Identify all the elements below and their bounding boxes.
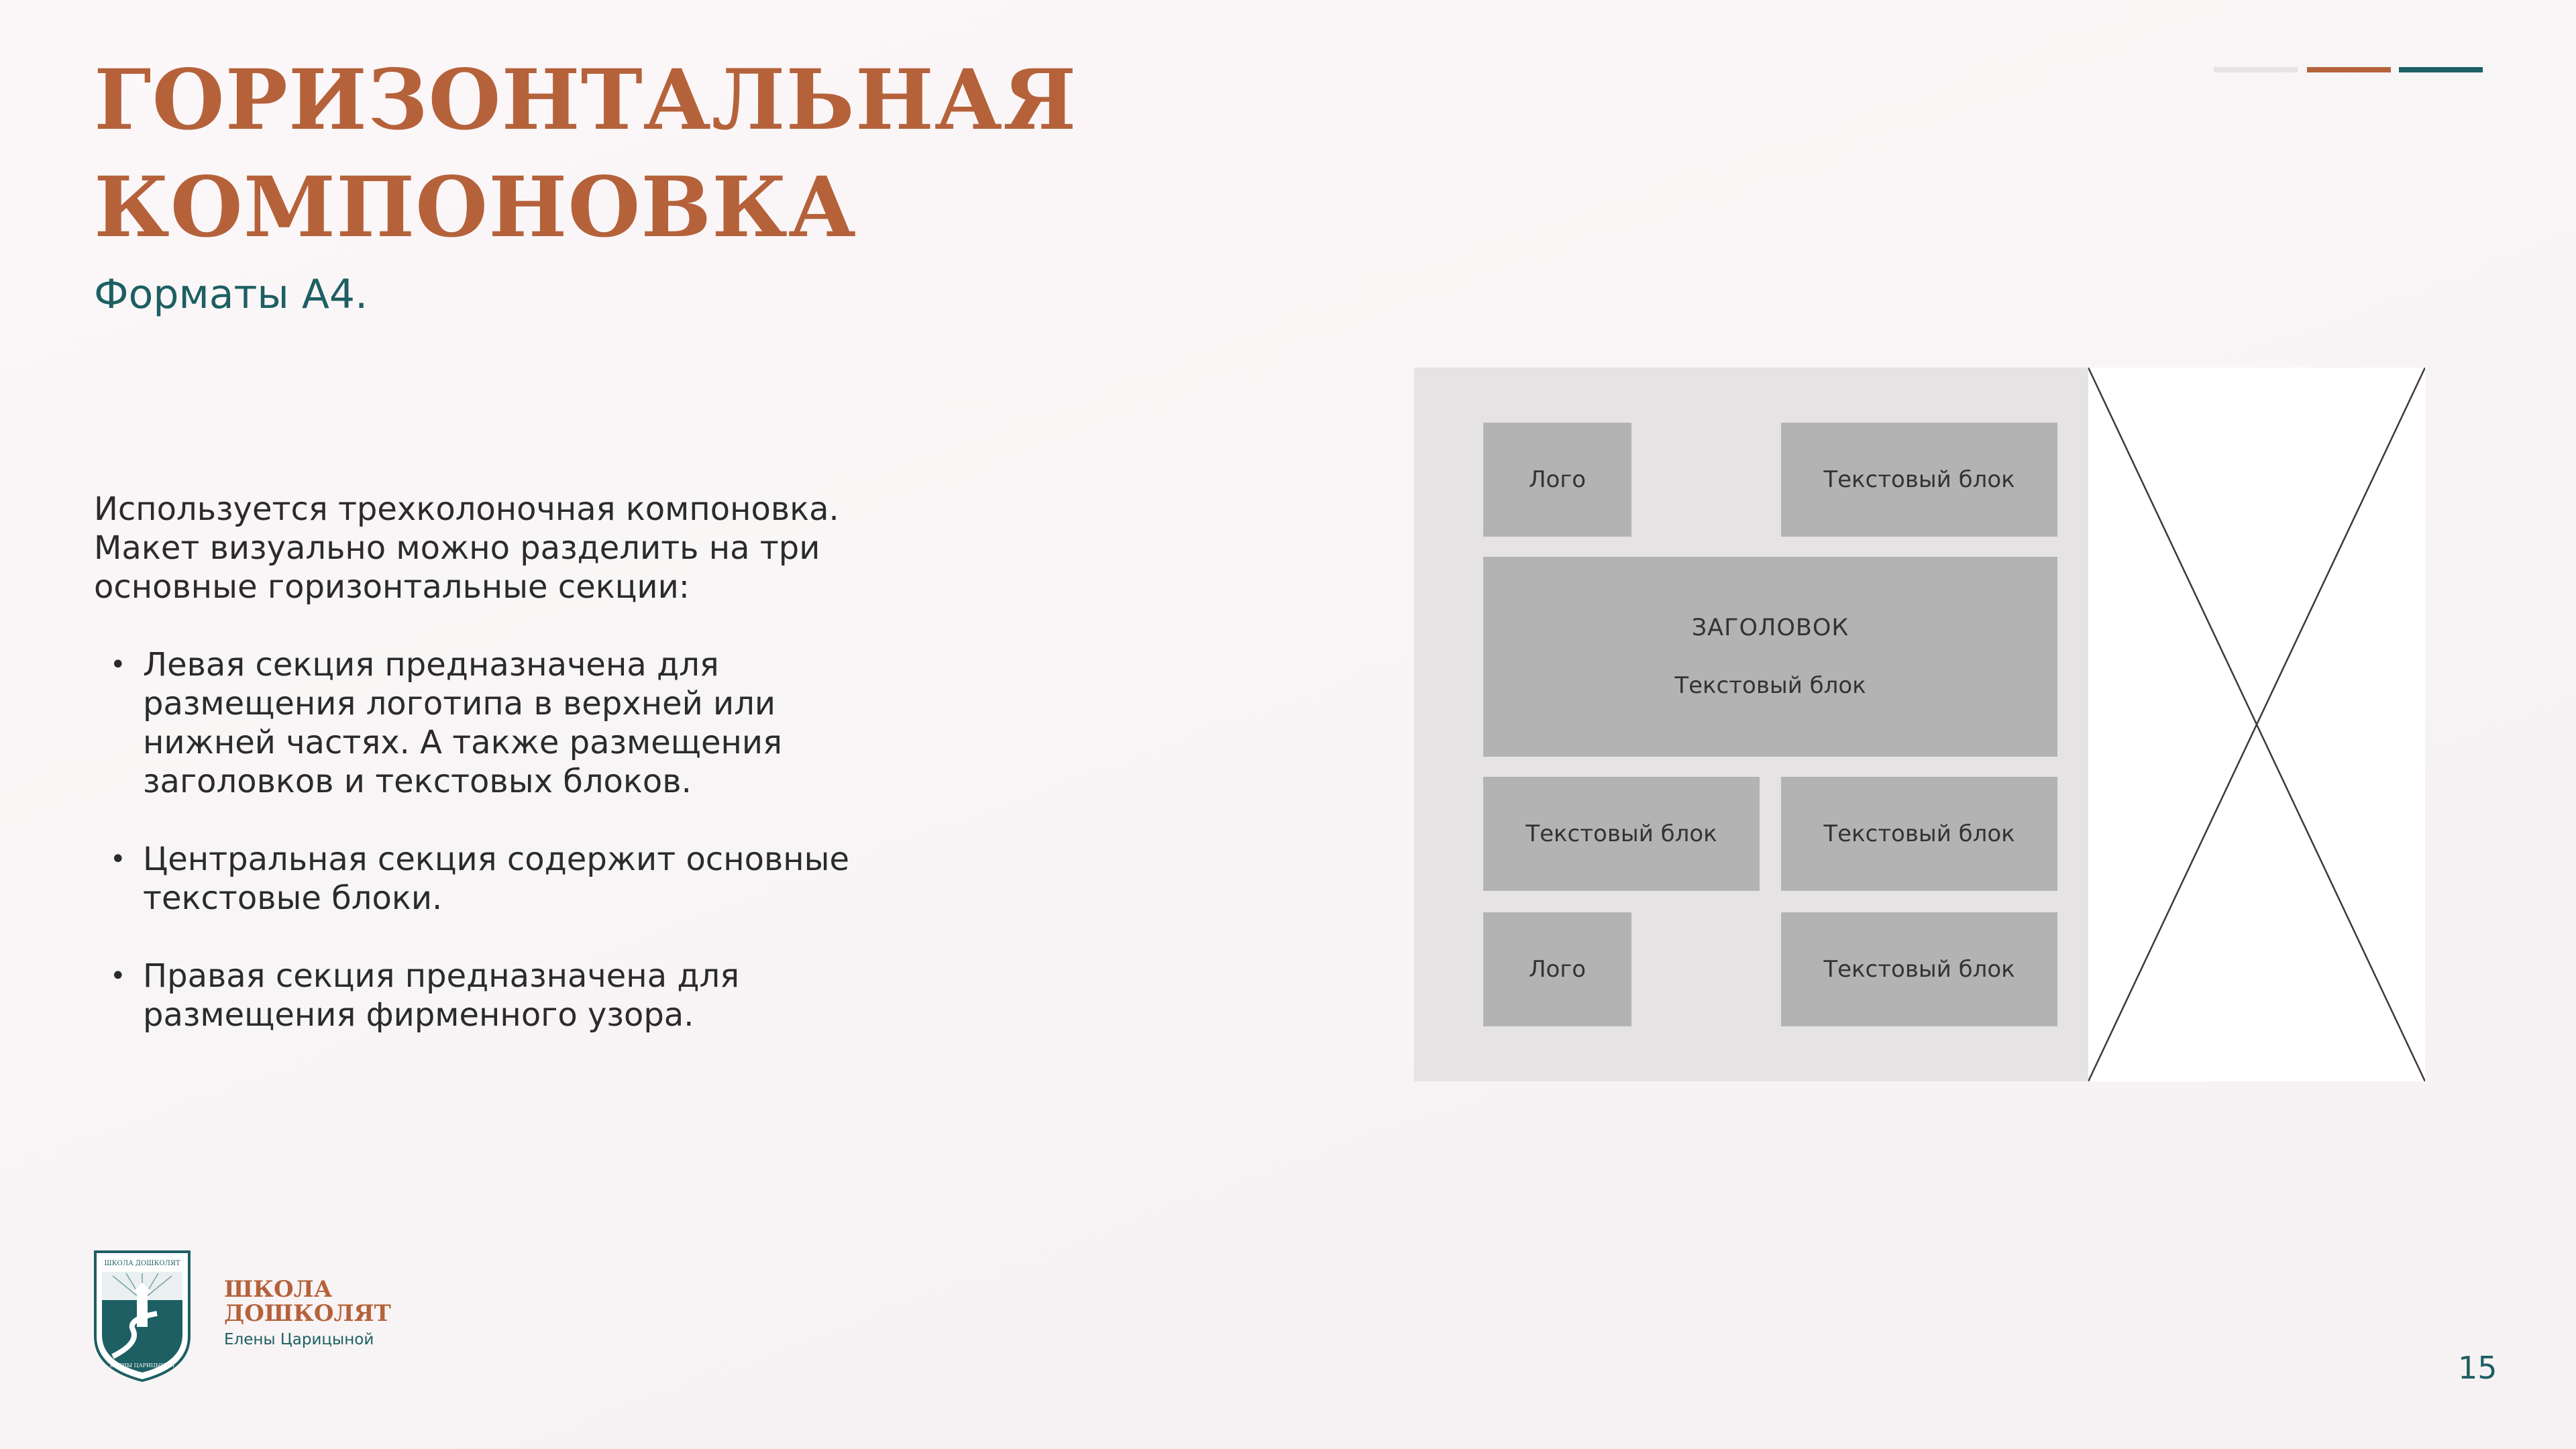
page-title-line-2: КОМПОНОВКА xyxy=(94,159,857,256)
school-crest-icon xyxy=(93,1249,192,1383)
layout-diagram xyxy=(1414,368,2088,1081)
page-title-line-1: ГОРИЗОНТАЛЬНАЯ xyxy=(94,52,1077,149)
bullet-dot: • xyxy=(110,961,126,991)
school-name-line-2: ДОШКОЛЯТ xyxy=(224,1300,391,1327)
diagram-heading-block xyxy=(1483,557,2057,757)
diagram-logo-top: Лого xyxy=(1483,423,1631,537)
bullet-dot: • xyxy=(110,844,126,875)
crest-top-text: ШКОЛА ДОШКОЛЯТ xyxy=(104,1260,180,1267)
school-name-line-1: ШКОЛА xyxy=(224,1276,333,1303)
diagram-heading-text: Текстовый блок xyxy=(1674,672,1866,699)
intro-paragraph: Используется трехколоночная компоновка. Макет визуально можно разделить на три основные горизонтальные секции: xyxy=(94,490,839,606)
accent-lines xyxy=(2214,67,2482,74)
diagram-logo-bottom: Лого xyxy=(1483,912,1631,1026)
bullet-dot: • xyxy=(110,649,126,680)
diagram-heading: ЗАГОЛОВОК xyxy=(1691,614,1849,641)
school-name xyxy=(224,1277,466,1326)
pattern-placeholder xyxy=(2088,368,2425,1081)
accent-line-teal xyxy=(2399,67,2483,72)
bullet-item xyxy=(94,957,912,1034)
diagram-text-block-bottom: Текстовый блок xyxy=(1781,912,2057,1026)
crest-bottom-text: ЕЛЕНЫ ЦАРИЦЫНОЙ xyxy=(109,1362,175,1368)
bullet-text: Правая секция предназначена для размещения фирменного узора. xyxy=(143,957,740,1034)
page-title xyxy=(94,47,1077,262)
placeholder-cross-icon xyxy=(2088,368,2425,1081)
diagram-text-block-top: Текстовый блок xyxy=(1781,423,2057,537)
bullet-text: Центральная секция содержит основные текстовые блоки. xyxy=(143,841,850,917)
accent-line-light xyxy=(2214,67,2298,72)
bullet-list xyxy=(94,645,912,1073)
bullet-item xyxy=(94,840,912,918)
diagram-text-block-mid-left: Текстовый блок xyxy=(1483,777,1760,891)
accent-line-brown xyxy=(2307,67,2391,72)
diagram-text-block-mid-right: Текстовый блок xyxy=(1781,777,2057,891)
bullet-text: Левая секция предназначена для размещения логотипа в верхней или нижней частях. А также размещения заголовков и текстовых блоков. xyxy=(143,646,782,800)
school-subtitle: Елены Царицыной xyxy=(224,1331,374,1348)
page-number: 15 xyxy=(2458,1350,2498,1386)
bullet-item xyxy=(94,645,912,801)
page-subtitle: Форматы А4. xyxy=(94,271,368,318)
